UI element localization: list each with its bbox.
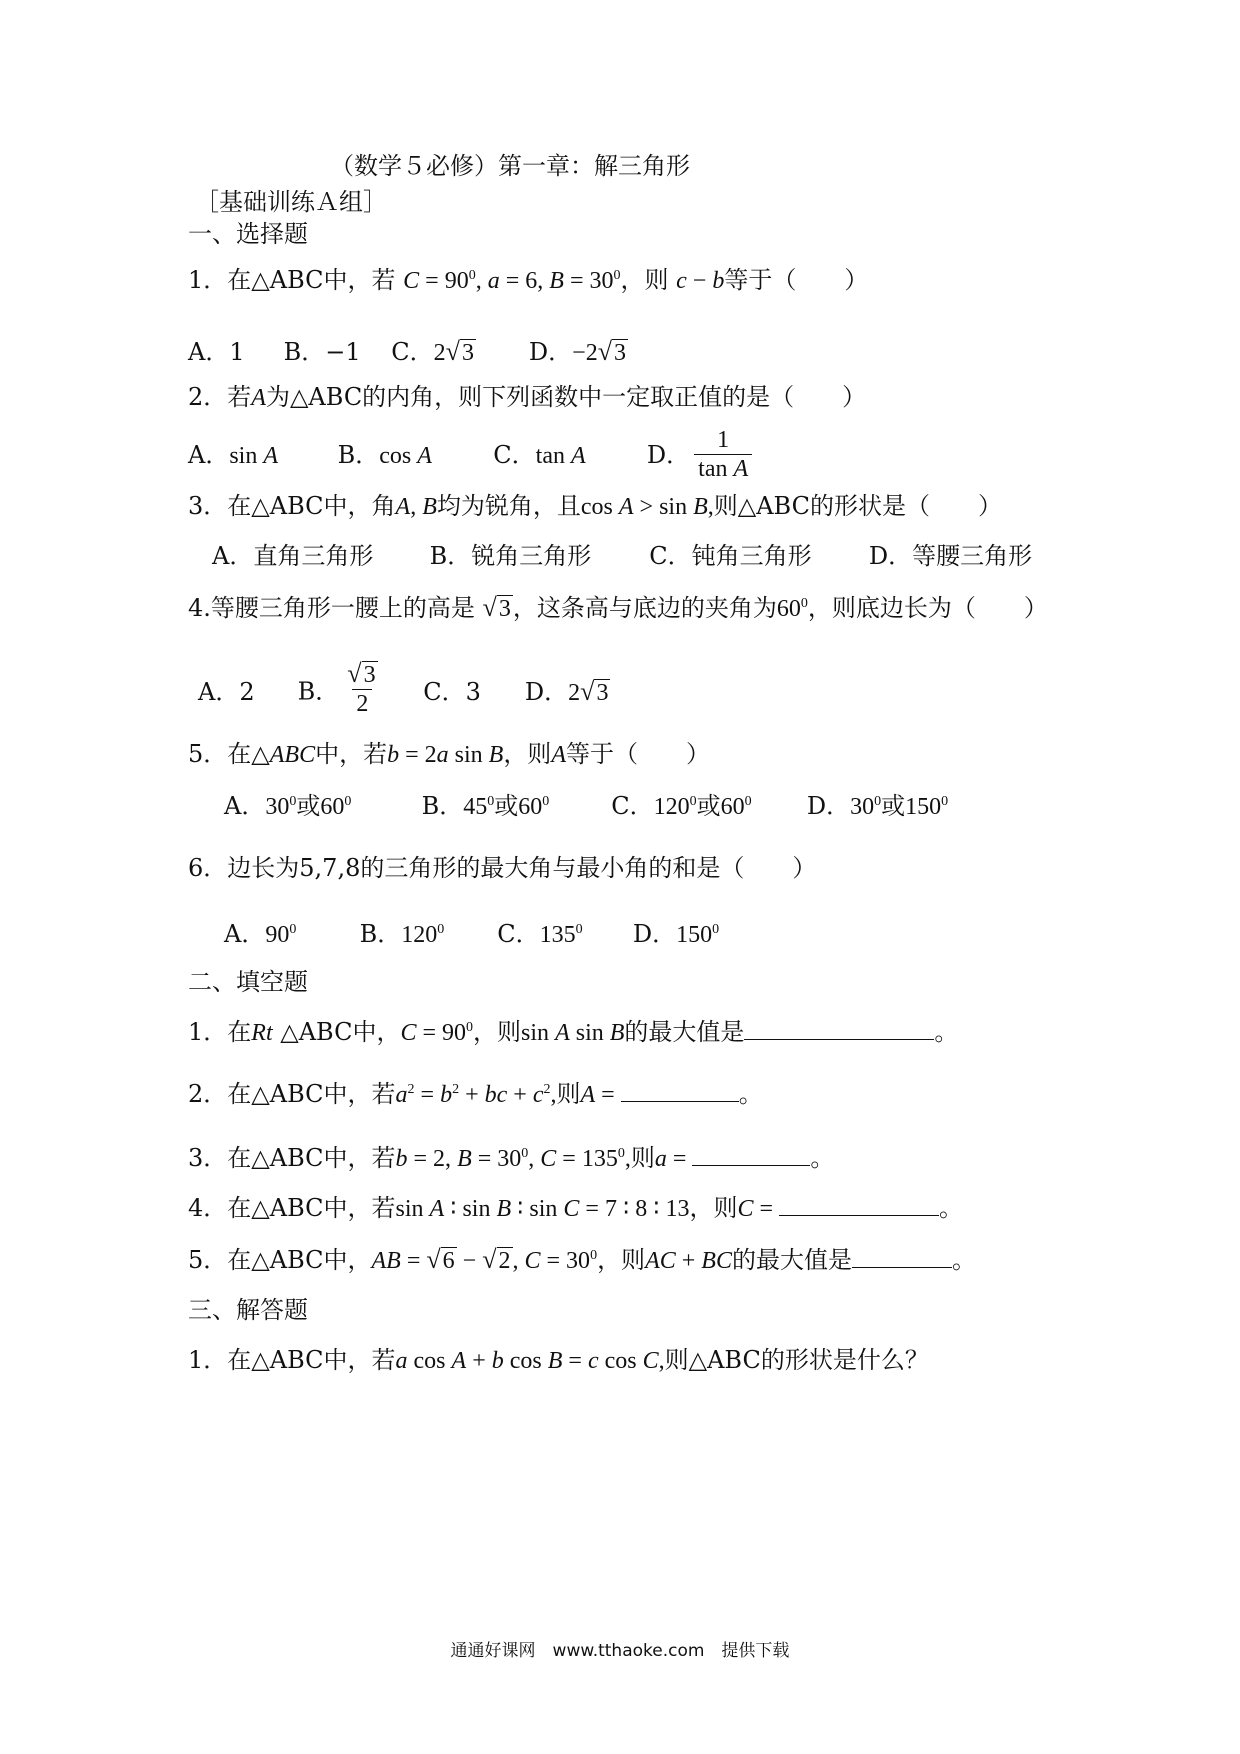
q6-option-b: B．$120^0$ [359, 920, 445, 948]
question-2-options [188, 428, 756, 485]
q6-option-c: C．$135^0$ [497, 920, 583, 948]
question-1-options [188, 336, 628, 369]
question-5: 5．在△ABC中，若b = 2a sin B，则A等于（ ） [188, 740, 710, 768]
answer-blank[interactable] [779, 1197, 939, 1216]
q3-option-b: B．锐角三角形 [429, 542, 592, 570]
q2-option-a: A．sin A [188, 441, 279, 469]
answer-blank[interactable] [744, 1021, 934, 1040]
footer-text: 通通好课网 www.tthaoke.com 提供下载 [450, 1641, 790, 1661]
q1-option-c: C．2√3 [391, 337, 474, 366]
fill-question-1: 1．在Rt △ABC中，$C = 90^0$，则sin A sin B的最大值是 。 [188, 1018, 959, 1046]
q4-option-c: C．3 [423, 677, 481, 706]
q4-option-b: B． $\frac{√3}{2}$ [297, 659, 376, 717]
fill-question-3: 3．在△ABC中，若b = 2, $B = 30^0$, $C = 135^0$,则a = 。 [188, 1144, 835, 1172]
question-3: 3．在△ABC中，角A, B均为锐角，且cos A > sin B,则△ABC的形状是（ ） [188, 492, 1002, 520]
q3-option-d: D．等腰三角形 [868, 542, 1033, 570]
q5-option-b: B．$45^0$或$60^0$ [421, 792, 550, 820]
q3-option-a: A．直角三角形 [212, 542, 374, 570]
q2-option-c: C．tan A [493, 441, 586, 469]
question-5-options [224, 790, 948, 823]
fill-question-2: 2．在△ABC中，若$a^2 = b^2$ + bc + $c^2$,则A = 。 [188, 1080, 763, 1108]
q1-option-b: B．−1 [283, 338, 361, 366]
q1-option-d: D．−2√3 [528, 337, 626, 366]
q1-option-a: A．1 [188, 338, 245, 366]
q6-option-d: D．$150^0$ [632, 920, 720, 948]
question-6: 6．边长为5,7,8的三角形的最大角与最小角的和是（ ） [188, 854, 817, 882]
fill-question-5: 5．在△ABC中，AB = √6 − √2, $C = 30^0$，则AC + BC的最大值是 。 [188, 1245, 976, 1274]
q5-option-c: C．$120^0$或$60^0$ [611, 792, 752, 820]
answer-blank[interactable] [621, 1083, 739, 1102]
section2-heading: 二、填空题 [188, 968, 308, 996]
q2-option-b: B．cos A [337, 441, 432, 469]
q6-option-a: A．$90^0$ [224, 920, 297, 948]
q4-option-a: A．2 [198, 677, 255, 706]
q4-option-d: D．2√3 [524, 676, 609, 706]
section3-heading: 三、解答题 [188, 1296, 308, 1324]
q5-option-a: A．$30^0$或$60^0$ [224, 792, 352, 820]
q3-option-c: C．钝角三角形 [649, 542, 812, 570]
question-4: 4.等腰三角形一腰上的高是 √3，这条高与底边的夹角为$60^0$，则底边长为（ ） [188, 593, 1048, 622]
question-6-options [224, 918, 719, 951]
subtitle: ［基础训练Ａ组］ [195, 188, 387, 216]
section1-heading: 一、选择题 [188, 220, 308, 248]
q5-option-d: D．$30^0$或$150^0$ [806, 792, 949, 820]
question-2: 2．若A为△ABC的内角，则下列函数中一定取正值的是（ ） [188, 383, 867, 411]
answer-blank[interactable] [852, 1249, 952, 1268]
question-3-options [212, 540, 1032, 572]
page-title: （数学５必修）第一章：解三角形 [330, 152, 690, 180]
question-1: 1．在△ABC中，若 $C = 90^0$, a = 6, $B = 30^0$，则 c − b等于（ ） [188, 266, 869, 294]
fill-question-4: 4．在△ABC中，若sin A ∶ sin B ∶ sin C = 7 ∶ 8 ∶ 13，则C = 。 [188, 1194, 964, 1222]
q2-option-d: D． $\frac{1}{\text{tan A}}$ [647, 428, 756, 485]
question-4-options [198, 659, 610, 722]
answer-blank[interactable] [692, 1147, 810, 1166]
answer-question-1: 1．在△ABC中，若a cos A + b cos B = c cos C,则△ABC的形状是什么？ [188, 1346, 929, 1374]
